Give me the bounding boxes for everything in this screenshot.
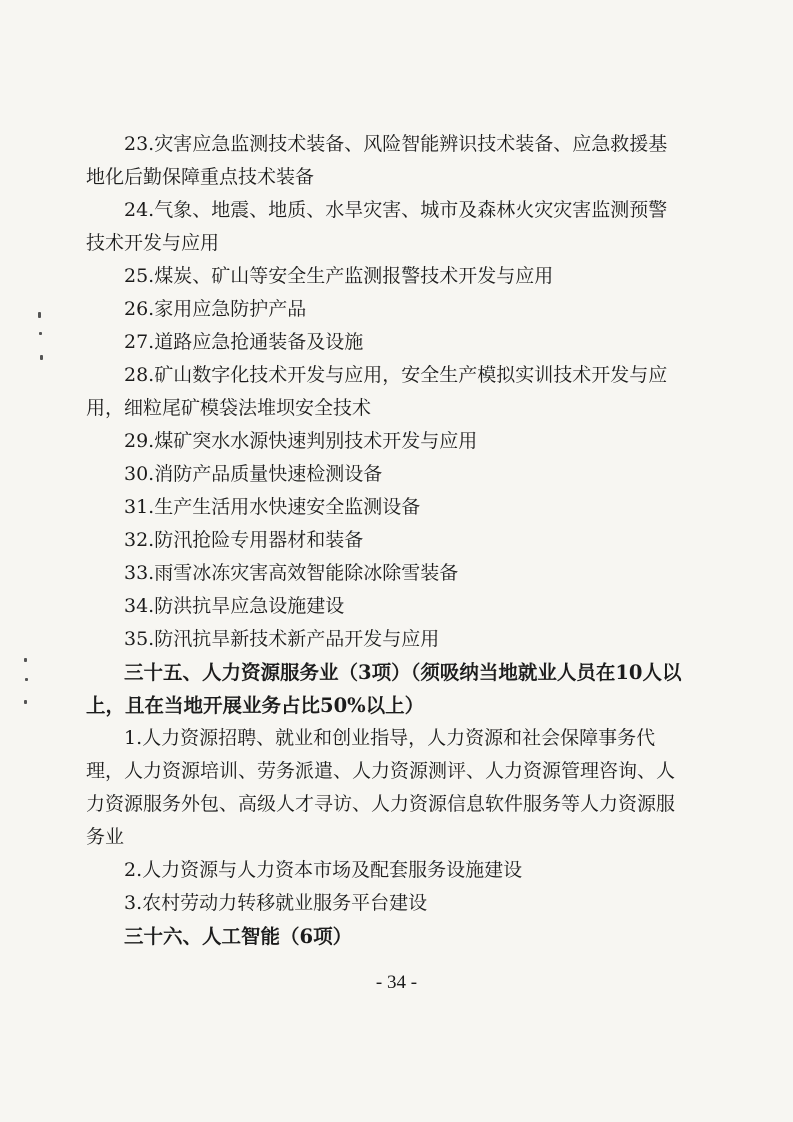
list-item-35: 35.防汛抗旱新技术新产品开发与应用	[124, 628, 440, 650]
list-item-31: 31.生产生活用水快速安全监测设备	[124, 496, 421, 518]
scan-mark	[39, 332, 42, 335]
page-body	[86, 128, 686, 953]
page-number: - 34 -	[375, 972, 418, 993]
list-item-32: 32.防汛抢险专用器材和装备	[124, 529, 364, 551]
list-item-24: 24.气象、地震、地质、水旱灾害、城市及森林火灾灾害监测预警技术开发与应用	[86, 199, 668, 254]
scan-mark	[40, 355, 43, 360]
list-item-25: 25.煤炭、矿山等安全生产监测报警技术开发与应用	[124, 265, 554, 287]
list-item-27: 27.道路应急抢通装备及设施	[124, 331, 364, 353]
list-item-33: 33.雨雪冰冻灾害高效智能除冰除雪装备	[124, 562, 459, 584]
list-item-26: 26.家用应急防护产品	[124, 298, 307, 320]
scan-mark	[38, 312, 41, 318]
scan-mark	[25, 678, 28, 681]
section-heading-36: 三十六、人工智能（6项）	[124, 925, 353, 948]
section35-item-1: 1.人力资源招聘、就业和创业指导，人力资源和社会保障事务代理，人力资源培训、劳务派遣、人力资源测评、人力资源管理咨询、人力资源服务外包、高级人才寻访、人力资源信息软件服务等人力资源服务业	[86, 727, 676, 848]
list-item-28: 28.矿山数字化技术开发与应用，安全生产模拟实训技术开发与应用，细粒尾矿模袋法堆坝安全技术	[86, 364, 668, 419]
scan-mark	[24, 700, 27, 704]
list-item-29: 29.煤矿突水水源快速判别技术开发与应用	[124, 430, 478, 452]
list-item-34: 34.防洪抗旱应急设施建设	[124, 595, 345, 617]
scan-mark	[24, 658, 27, 662]
section35-item-3: 3.农村劳动力转移就业服务平台建设	[124, 892, 428, 914]
list-item-30: 30.消防产品质量快速检测设备	[124, 463, 383, 485]
list-item-23: 23.灾害应急监测技术装备、风险智能辨识技术装备、应急救援基地化后勤保障重点技术装备	[86, 133, 668, 188]
section35-item-2: 2.人力资源与人力资本市场及配套服务设施建设	[124, 859, 523, 881]
section-heading-35: 三十五、人力资源服务业（3项）（须吸纳当地就业人员在10人以上，且在当地开展业务占比50%以上）	[86, 661, 682, 717]
